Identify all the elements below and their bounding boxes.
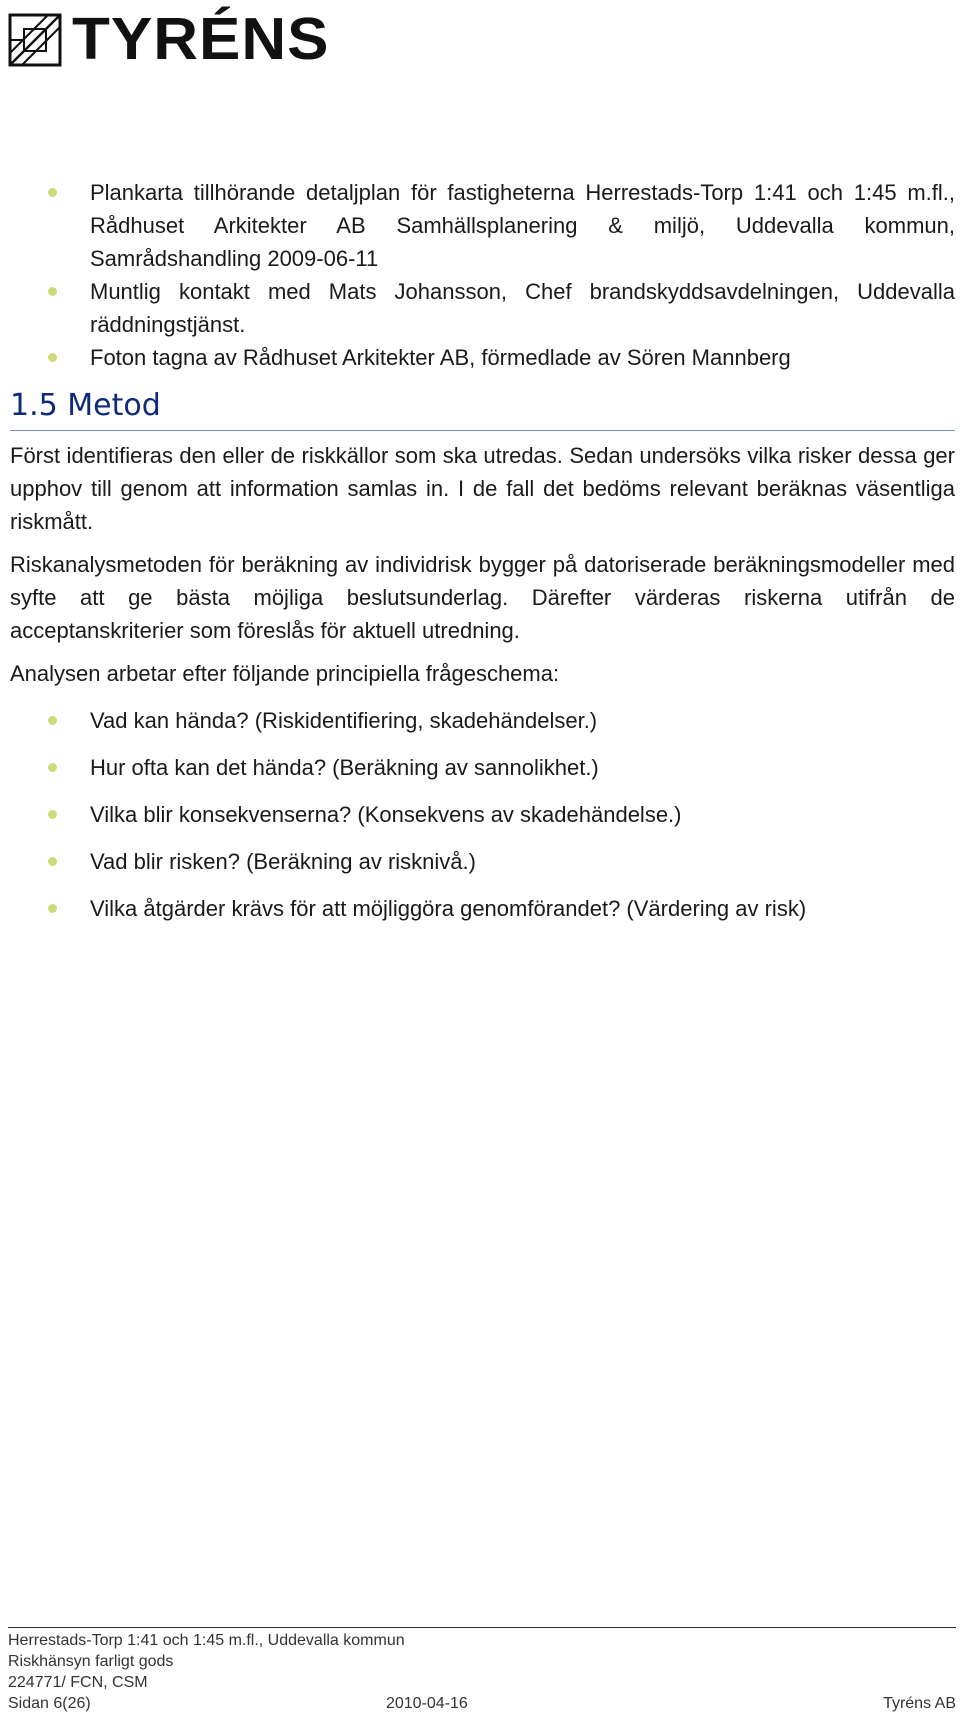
tyrens-logo-icon: [8, 13, 62, 67]
bullet-icon: [48, 353, 57, 362]
bullet-icon: [48, 716, 57, 725]
bullet-icon: [48, 857, 57, 866]
page-number: Sidan 6(26): [8, 1695, 91, 1712]
question-list: [10, 704, 955, 925]
list-item: Vilka åtgärder krävs för att möjliggöra genomförandet? (Värdering av risk): [10, 892, 955, 925]
list-item: Hur ofta kan det hända? (Beräkning av sannolikhet.): [10, 751, 955, 784]
list-item: Vad kan hända? (Riskidentifiering, skadehändelser.): [10, 704, 955, 737]
document-body: [10, 176, 955, 925]
section-heading: 1.5 Metod: [10, 388, 955, 431]
reference-list: [10, 176, 955, 374]
bullet-icon: [48, 188, 57, 197]
bullet-icon: [48, 287, 57, 296]
paragraph: Analysen arbetar efter följande principiella frågeschema:: [10, 661, 560, 686]
list-item: Vad blir risken? (Beräkning av risknivå.): [10, 845, 955, 878]
footer-company: Tyréns AB: [883, 1695, 956, 1712]
paragraph: Riskanalysmetoden för beräkning av individrisk bygger på datoriserade beräkningsmodeller med syfte att ge bästa möjliga beslutsunderlag. Därefter värderas riskerna utifrån de acceptanskriterier som föreslås för aktuell utredning.: [10, 552, 955, 643]
list-item: Muntlig kontakt med Mats Johansson, Chef brandskyddsavdelningen, Uddevalla räddningstjänst.: [10, 275, 955, 341]
paragraph: Först identifieras den eller de riskkällor som ska utredas. Sedan undersöks vilka risker dessa ger upphov till genom att information samlas in. I de fall det bedöms relevant beräknas väsentliga riskmått.: [10, 443, 955, 534]
list-item: Vilka blir konsekvenserna? (Konsekvens av skadehändelse.): [10, 798, 955, 831]
footer-date: 2010-04-16: [385, 1695, 468, 1712]
logo-wordmark: TYRÉNS: [72, 6, 330, 73]
list-item: Foton tagna av Rådhuset Arkitekter AB, förmedlade av Sören Mannberg: [10, 341, 955, 374]
bullet-icon: [48, 810, 57, 819]
footer-project: Herrestads-Torp 1:41 och 1:45 m.fl., Uddevalla kommun: [8, 1632, 405, 1649]
list-item: Plankarta tillhörande detaljplan för fastigheterna Herrestads-Torp 1:41 och 1:45 m.fl., Rådhuset Arkitekter AB Samhällsplanering & miljö, Uddevalla kommun, Samrådshandling 2009-06-11: [10, 176, 955, 275]
footer-reference: 224771/ FCN, CSM: [8, 1674, 148, 1691]
company-logo: [8, 6, 330, 73]
bullet-icon: [48, 904, 57, 913]
bullet-icon: [48, 763, 57, 772]
footer-subject: Riskhänsyn farligt gods: [8, 1653, 174, 1670]
page-footer: [8, 1627, 956, 1714]
